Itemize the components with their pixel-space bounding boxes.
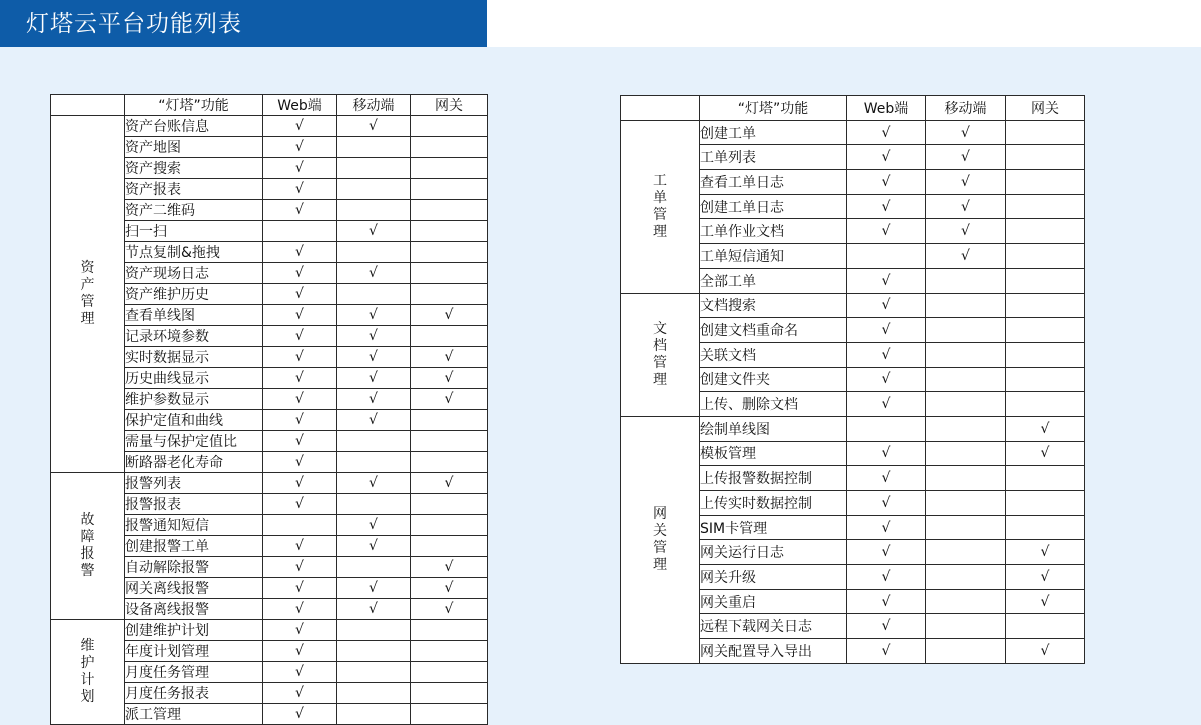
feature-name: 派工管理 <box>125 704 263 725</box>
gateway-check: √ <box>411 599 488 620</box>
gateway-check <box>411 200 488 221</box>
feature-name: 工单列表 <box>700 145 847 170</box>
group-label-text: 网关管理 <box>653 505 667 573</box>
web-check <box>847 416 926 441</box>
web-check: √ <box>263 368 337 389</box>
gateway-check <box>1006 194 1085 219</box>
page-title: 灯塔云平台功能列表 <box>26 11 242 37</box>
mobile-check <box>337 704 411 725</box>
web-check: √ <box>263 137 337 158</box>
web-check: √ <box>263 242 337 263</box>
gateway-check <box>411 158 488 179</box>
gateway-check <box>1006 120 1085 145</box>
gateway-check: √ <box>1006 589 1085 614</box>
web-check: √ <box>263 347 337 368</box>
web-check: √ <box>847 194 926 219</box>
mobile-check: √ <box>337 578 411 599</box>
web-check: √ <box>847 540 926 565</box>
gateway-check: √ <box>1006 416 1085 441</box>
mobile-check <box>926 441 1006 466</box>
web-check: √ <box>263 473 337 494</box>
web-check: √ <box>263 599 337 620</box>
web-check: √ <box>847 491 926 516</box>
web-check: √ <box>263 557 337 578</box>
gateway-check <box>411 410 488 431</box>
feature-name: 扫一扫 <box>125 221 263 242</box>
table-row <box>51 116 488 137</box>
group-label-text: 维护计划 <box>80 638 95 705</box>
gateway-check <box>411 263 488 284</box>
mobile-check: √ <box>337 368 411 389</box>
mobile-check <box>337 557 411 578</box>
mobile-check <box>926 416 1006 441</box>
header-feature: “灯塔”功能 <box>125 95 263 116</box>
gateway-check <box>1006 342 1085 367</box>
header-gateway: 网关 <box>1006 96 1085 121</box>
web-check: √ <box>263 683 337 704</box>
header-feature: “灯塔”功能 <box>700 96 847 121</box>
mobile-check <box>926 540 1006 565</box>
feature-name: 网关运行日志 <box>700 540 847 565</box>
gateway-check <box>411 704 488 725</box>
header-blank <box>621 96 700 121</box>
web-check: √ <box>847 318 926 343</box>
gateway-check: √ <box>1006 639 1085 664</box>
feature-name: 实时数据显示 <box>125 347 263 368</box>
table-row <box>621 293 1085 318</box>
gateway-check: √ <box>411 578 488 599</box>
feature-name: 设备离线报警 <box>125 599 263 620</box>
feature-name: 报警报表 <box>125 494 263 515</box>
web-check <box>847 244 926 269</box>
feature-name: 创建维护计划 <box>125 620 263 641</box>
web-check: √ <box>847 466 926 491</box>
gateway-check: √ <box>411 557 488 578</box>
web-check: √ <box>263 410 337 431</box>
web-check: √ <box>847 515 926 540</box>
group-label-text: 故障报警 <box>80 512 95 579</box>
feature-name: 自动解除报警 <box>125 557 263 578</box>
web-check: √ <box>263 536 337 557</box>
mobile-check <box>337 683 411 704</box>
web-check: √ <box>263 662 337 683</box>
feature-name: 报警列表 <box>125 473 263 494</box>
feature-name: 维护参数显示 <box>125 389 263 410</box>
feature-name: 网关离线报警 <box>125 578 263 599</box>
feature-name: 上传、删除文档 <box>700 392 847 417</box>
web-check: √ <box>263 305 337 326</box>
web-check: √ <box>263 326 337 347</box>
mobile-check <box>926 293 1006 318</box>
group-label <box>621 293 700 416</box>
table-row <box>51 473 488 494</box>
gateway-check <box>411 116 488 137</box>
web-check: √ <box>263 200 337 221</box>
web-check: √ <box>847 367 926 392</box>
web-check: √ <box>847 219 926 244</box>
feature-name: 月度任务报表 <box>125 683 263 704</box>
web-check: √ <box>847 614 926 639</box>
feature-name: 绘制单线图 <box>700 416 847 441</box>
mobile-check <box>337 200 411 221</box>
feature-name: 创建文件夹 <box>700 367 847 392</box>
feature-name: 资产维护历史 <box>125 284 263 305</box>
feature-name: 创建文档重命名 <box>700 318 847 343</box>
mobile-check <box>337 662 411 683</box>
mobile-check: √ <box>337 347 411 368</box>
group-label <box>51 473 125 620</box>
gateway-check: √ <box>411 347 488 368</box>
gateway-check <box>1006 244 1085 269</box>
web-check: √ <box>263 389 337 410</box>
group-label <box>51 620 125 725</box>
gateway-check <box>1006 293 1085 318</box>
feature-name: 上传报警数据控制 <box>700 466 847 491</box>
left-feature-table <box>50 94 488 725</box>
gateway-check: √ <box>411 389 488 410</box>
gateway-check <box>1006 515 1085 540</box>
gateway-check <box>411 179 488 200</box>
feature-name: 断路器老化寿命 <box>125 452 263 473</box>
mobile-check <box>337 158 411 179</box>
gateway-check <box>411 284 488 305</box>
feature-name: 历史曲线显示 <box>125 368 263 389</box>
mobile-check: √ <box>337 326 411 347</box>
gateway-check <box>411 662 488 683</box>
feature-name: 月度任务管理 <box>125 662 263 683</box>
web-check: √ <box>263 431 337 452</box>
feature-name: 需量与保护定值比 <box>125 431 263 452</box>
feature-name: 关联文档 <box>700 342 847 367</box>
mobile-check <box>926 466 1006 491</box>
mobile-check: √ <box>337 221 411 242</box>
gateway-check <box>1006 491 1085 516</box>
gateway-check <box>411 452 488 473</box>
feature-name: 全部工单 <box>700 268 847 293</box>
mobile-check <box>337 284 411 305</box>
mobile-check: √ <box>337 410 411 431</box>
gateway-check: √ <box>1006 441 1085 466</box>
group-label-text: 文档管理 <box>653 320 667 388</box>
mobile-check <box>337 452 411 473</box>
feature-name: 工单作业文档 <box>700 219 847 244</box>
mobile-check <box>926 589 1006 614</box>
feature-name: 创建工单日志 <box>700 194 847 219</box>
gateway-check <box>1006 219 1085 244</box>
table-row <box>621 120 1085 145</box>
group-label <box>621 120 700 293</box>
web-check: √ <box>263 620 337 641</box>
web-check: √ <box>263 578 337 599</box>
gateway-check: √ <box>411 305 488 326</box>
mobile-check: √ <box>337 305 411 326</box>
feature-name: 网关升级 <box>700 565 847 590</box>
mobile-check <box>926 639 1006 664</box>
header-web: Web端 <box>847 96 926 121</box>
group-label <box>51 116 125 473</box>
web-check: √ <box>847 342 926 367</box>
web-check: √ <box>263 641 337 662</box>
mobile-check <box>926 515 1006 540</box>
web-check: √ <box>263 452 337 473</box>
gateway-check: √ <box>1006 565 1085 590</box>
feature-name: 节点复制&拖拽 <box>125 242 263 263</box>
gateway-check <box>411 431 488 452</box>
gateway-check <box>1006 392 1085 417</box>
gateway-check <box>411 326 488 347</box>
mobile-check <box>926 318 1006 343</box>
header-mobile: 移动端 <box>926 96 1006 121</box>
header-row <box>621 96 1085 121</box>
web-check: √ <box>847 589 926 614</box>
web-check: √ <box>263 494 337 515</box>
feature-name: 工单短信通知 <box>700 244 847 269</box>
gateway-check <box>411 641 488 662</box>
mobile-check: √ <box>337 599 411 620</box>
mobile-check: √ <box>337 536 411 557</box>
web-check <box>263 221 337 242</box>
header-web: Web端 <box>263 95 337 116</box>
web-check: √ <box>847 392 926 417</box>
mobile-check: √ <box>337 515 411 536</box>
mobile-check: √ <box>337 389 411 410</box>
mobile-check <box>337 494 411 515</box>
header-gateway: 网关 <box>411 95 488 116</box>
web-check: √ <box>847 120 926 145</box>
web-check: √ <box>847 639 926 664</box>
gateway-check: √ <box>1006 540 1085 565</box>
gateway-check <box>1006 367 1085 392</box>
web-check: √ <box>263 116 337 137</box>
mobile-check <box>926 491 1006 516</box>
mobile-check <box>926 268 1006 293</box>
mobile-check <box>337 137 411 158</box>
gateway-check <box>411 683 488 704</box>
mobile-check: √ <box>926 145 1006 170</box>
feature-name: 查看单线图 <box>125 305 263 326</box>
feature-name: 查看工单日志 <box>700 170 847 195</box>
mobile-check <box>337 620 411 641</box>
mobile-check: √ <box>926 244 1006 269</box>
gateway-check <box>411 494 488 515</box>
feature-name: 创建工单 <box>700 120 847 145</box>
gateway-check <box>411 137 488 158</box>
gateway-check <box>411 620 488 641</box>
feature-name: 创建报警工单 <box>125 536 263 557</box>
feature-name: 保护定值和曲线 <box>125 410 263 431</box>
web-check: √ <box>263 179 337 200</box>
table-row <box>51 620 488 641</box>
feature-name: 年度计划管理 <box>125 641 263 662</box>
mobile-check: √ <box>337 473 411 494</box>
web-check <box>263 515 337 536</box>
web-check: √ <box>263 284 337 305</box>
web-check: √ <box>847 170 926 195</box>
gateway-check <box>1006 466 1085 491</box>
mobile-check <box>337 641 411 662</box>
group-label-text: 工单管理 <box>653 172 667 240</box>
mobile-check: √ <box>926 120 1006 145</box>
title-banner <box>0 0 487 47</box>
feature-name: 文档搜索 <box>700 293 847 318</box>
mobile-check: √ <box>337 263 411 284</box>
feature-name: SIM卡管理 <box>700 515 847 540</box>
web-check: √ <box>263 263 337 284</box>
feature-name: 网关配置导入导出 <box>700 639 847 664</box>
web-check: √ <box>847 268 926 293</box>
mobile-check <box>926 367 1006 392</box>
gateway-check <box>1006 170 1085 195</box>
feature-name: 记录环境参数 <box>125 326 263 347</box>
gateway-check <box>1006 268 1085 293</box>
mobile-check <box>926 342 1006 367</box>
gateway-check: √ <box>411 473 488 494</box>
web-check: √ <box>847 293 926 318</box>
gateway-check <box>411 221 488 242</box>
mobile-check <box>926 392 1006 417</box>
web-check: √ <box>847 441 926 466</box>
gateway-check <box>411 515 488 536</box>
group-label-text: 资产管理 <box>80 260 95 327</box>
gateway-check <box>411 536 488 557</box>
mobile-check: √ <box>926 194 1006 219</box>
web-check: √ <box>263 158 337 179</box>
mobile-check <box>926 565 1006 590</box>
mobile-check: √ <box>337 116 411 137</box>
mobile-check: √ <box>926 219 1006 244</box>
header-row <box>51 95 488 116</box>
feature-name: 上传实时数据控制 <box>700 491 847 516</box>
right-feature-table <box>620 95 1085 664</box>
feature-name: 报警通知短信 <box>125 515 263 536</box>
mobile-check: √ <box>926 170 1006 195</box>
gateway-check <box>1006 614 1085 639</box>
web-check: √ <box>847 565 926 590</box>
feature-name: 资产台账信息 <box>125 116 263 137</box>
gateway-check: √ <box>411 368 488 389</box>
feature-name: 模板管理 <box>700 441 847 466</box>
feature-name: 资产二维码 <box>125 200 263 221</box>
header-mobile: 移动端 <box>337 95 411 116</box>
feature-name: 远程下载网关日志 <box>700 614 847 639</box>
group-label <box>621 416 700 663</box>
feature-name: 资产地图 <box>125 137 263 158</box>
mobile-check <box>337 179 411 200</box>
feature-name: 资产现场日志 <box>125 263 263 284</box>
gateway-check <box>1006 318 1085 343</box>
web-check: √ <box>847 145 926 170</box>
feature-name: 网关重启 <box>700 589 847 614</box>
gateway-check <box>1006 145 1085 170</box>
header-blank <box>51 95 125 116</box>
feature-name: 资产报表 <box>125 179 263 200</box>
mobile-check <box>337 242 411 263</box>
mobile-check <box>337 431 411 452</box>
web-check: √ <box>263 704 337 725</box>
feature-name: 资产搜索 <box>125 158 263 179</box>
table-row <box>621 416 1085 441</box>
mobile-check <box>926 614 1006 639</box>
gateway-check <box>411 242 488 263</box>
